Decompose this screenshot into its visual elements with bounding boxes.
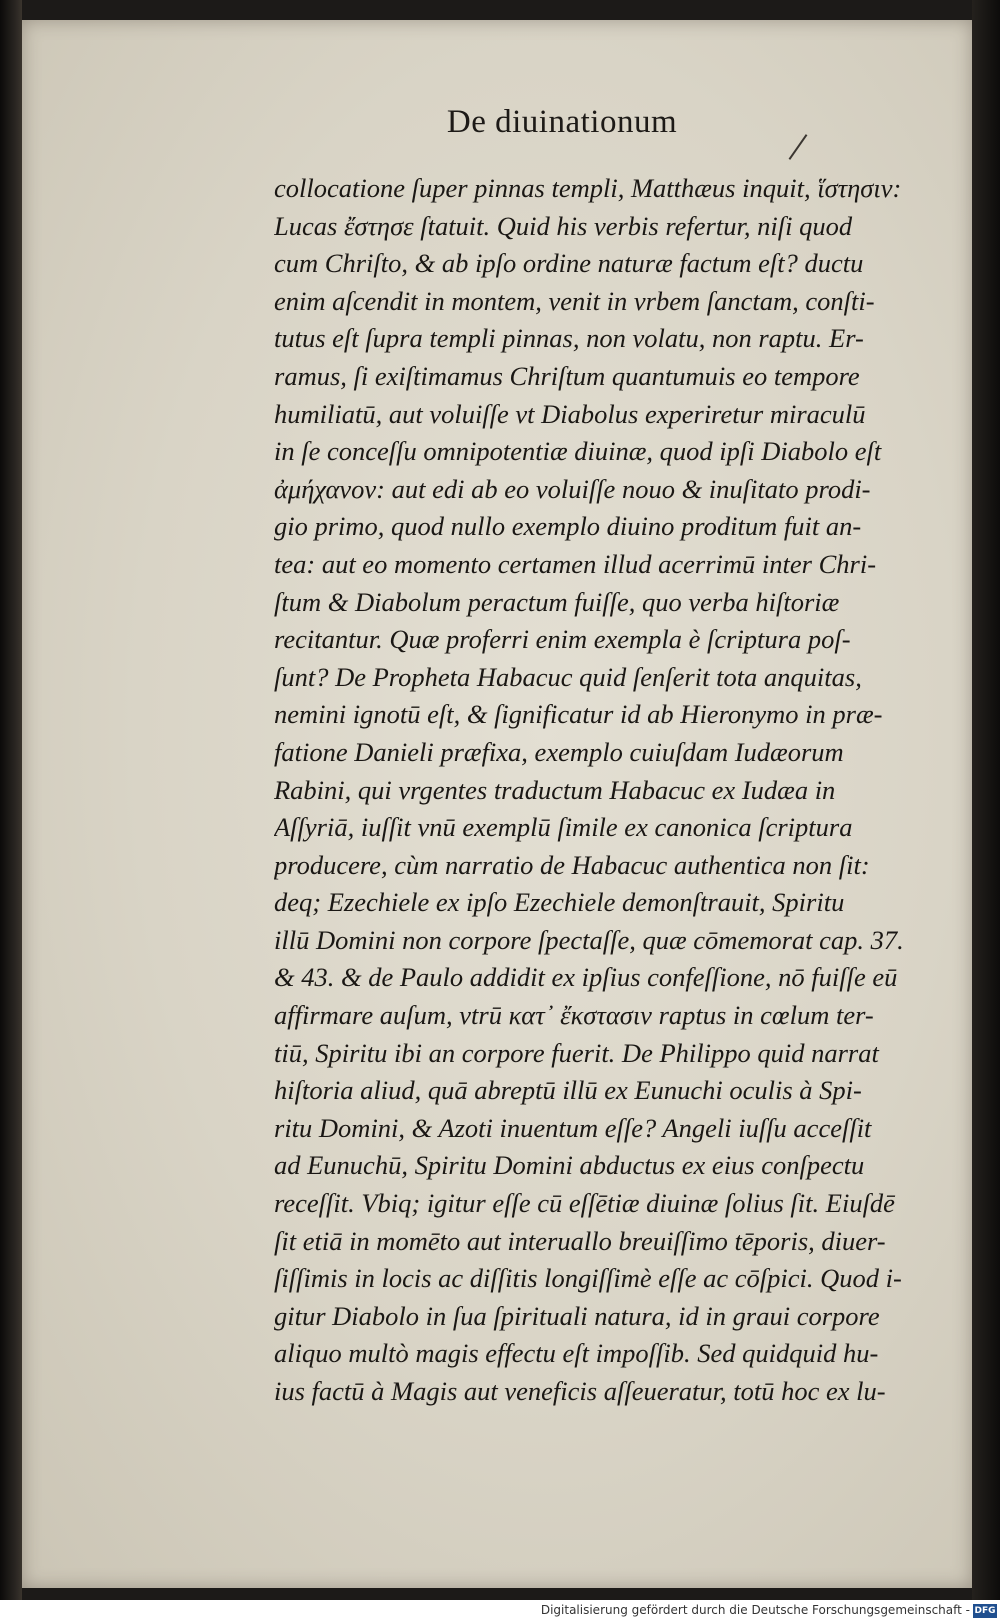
text-line: enim aſcendit in montem, venit in vrbem ſanctam, conſti-: [274, 285, 875, 316]
text-line: cum Chriſto, & ab ipſo ordine naturæ factum eſt? ductu: [274, 248, 864, 279]
text-line: hiſtoria aliud, quā abreptū illū ex Eunuchi oculis à Spi-: [274, 1075, 862, 1106]
funding-credit: Digitalisierung gefördert durch die Deutsche Forschungsgemeinschaft -: [540, 1603, 970, 1617]
text-line: aliquo multò magis effectu eſt impoſſib. Sed quidquid hu-: [274, 1338, 879, 1369]
text-line: ritu Domini, & Azoti inuentum eſſe? Angeli iuſſu acceſſit: [274, 1112, 872, 1143]
text-line: Aſſyriā, iuſſit vnū exemplū ſimile ex canonica ſcriptura: [274, 812, 853, 843]
text-line: deq; Ezechiele ex ipſo Ezechiele demonſtrauit, Spiritu: [274, 887, 845, 918]
text-line: recitantur. Quæ proferri enim exempla è ſcriptura poſ-: [274, 624, 851, 655]
text-line: fatione Danieli præfixa, exemplo cuiuſdam Iudæorum: [274, 736, 844, 767]
text-line: humiliatū, aut voluiſſe vt Diabolus experiretur miraculū: [274, 398, 866, 429]
text-line: ſtum & Diabolum peractum fuiſſe, quo verba hiſtoriæ: [274, 586, 840, 617]
text-line: producere, cùm narratio de Habacuc authentica non ſit:: [274, 849, 870, 880]
text-line: tiū, Spiritu ibi an corpore fuerit. De Philippo quid narrat: [274, 1037, 879, 1068]
text-line: ἀμήχανον: aut edi ab eo voluiſſe nouo & inuſitato prodi-: [274, 473, 871, 504]
text-line: collocatione ſuper pinnas templi, Matthæus inquit, ἵστησιν:: [274, 173, 902, 203]
text-line: receſſit. Vbiq; igitur eſſe cū eſſētiæ diuinæ ſolius ſit. Eiuſdē: [274, 1188, 895, 1219]
text-line: ſiſſimis in locis ac diſſitis longiſſimè eſſe ac cōſpici. Quod i-: [274, 1263, 902, 1294]
text-line: affirmare auſum, vtrū κατ᾽ ἔκστασιν raptus in cœlum ter-: [274, 1000, 874, 1031]
running-head: [22, 104, 972, 141]
text-line: Rabini, qui vrgentes traductum Habacuc ex Iudæa in: [274, 774, 836, 805]
text-line: illū Domini non corpore ſpectaſſe, quæ cōmemorat cap. 37.: [274, 924, 904, 955]
text-line: tutus eſt ſupra templi pinnas, non volatu, non raptu. Er-: [274, 323, 864, 354]
book-page: [22, 20, 972, 1588]
page-edge-shadow: [972, 0, 1000, 1600]
text-line: ramus, ſi exiſtimamus Chriſtum quantumuis eo tempore: [274, 360, 860, 391]
text-line: ſunt? De Propheta Habacuc quid ſenſerit tota anquitas,: [274, 661, 862, 692]
text-line: ad Eunuchū, Spiritu Domini abductus ex eius conſpectu: [274, 1150, 865, 1181]
body-text: [274, 170, 964, 1411]
dfg-logo-icon: DFG: [974, 1606, 996, 1616]
book-spine-shadow: [0, 0, 22, 1600]
text-line: Lucas ἔστησε ſtatuit. Quid his verbis refertur, niſi quod: [274, 210, 853, 241]
text-line: nemini ignotū eſt, & ſignificatur id ab Hieronymo in præ-: [274, 699, 883, 730]
text-line: in ſe conceſſu omnipotentiæ diuinæ, quod ipſi Diabolo eſt: [274, 436, 882, 467]
text-line: ius factū à Magis aut veneficis aſſeueratur, totū hoc ex lu-: [274, 1376, 886, 1406]
text-line: tea: aut eo momento certamen illud acerrimū inter Chri-: [274, 548, 877, 579]
running-head-text: De diuinationum: [446, 104, 678, 140]
text-line: gio primo, quod nullo exemplo diuino proditum fuit an-: [274, 511, 862, 542]
text-line: gitur Diabolo in ſua ſpirituali natura, id in graui corpore: [274, 1300, 880, 1331]
footer-bar: [0, 1600, 1000, 1622]
text-line: & 43. & de Paulo addidit ex ipſius confeſſione, nō fuiſſe eū: [274, 962, 898, 993]
text-line: ſit etiā in momēto aut interuallo breuiſſimo tēporis, diuer-: [274, 1225, 886, 1256]
